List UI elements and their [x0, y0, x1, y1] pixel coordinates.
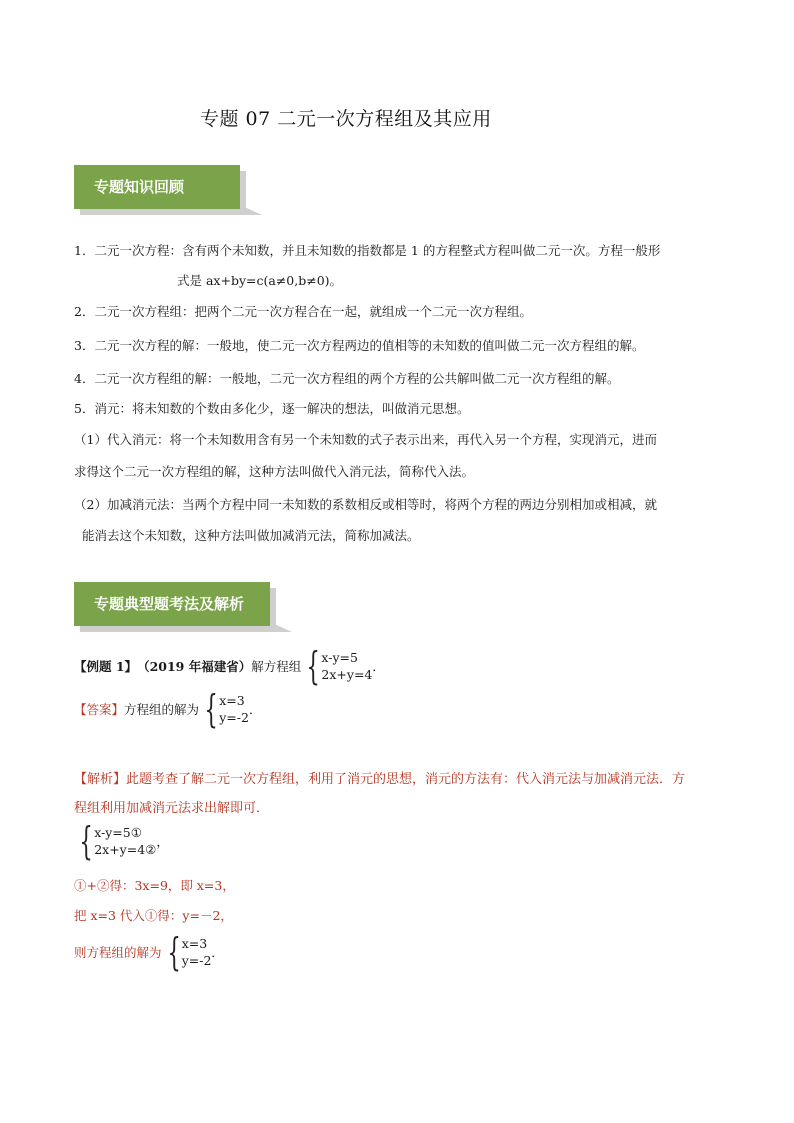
knowledge-item-5: 5．消元：将未知数的个数由多化少，逐一解决的想法，叫做消元思想。: [74, 401, 470, 416]
punctuation: ，: [156, 834, 169, 849]
equation: x=3: [181, 936, 208, 951]
knowledge-item-4: 4．二元一次方程组的解：一般地，二元一次方程组的两个方程的公共解叫做二元一次方程组的解。: [74, 371, 620, 386]
final-text: 则方程组的解为: [74, 945, 162, 960]
section-banner-examples: [74, 582, 270, 626]
knowledge-item-3: 3．二元一次方程的解：一般地，使二元一次方程两边的值相等的未知数的值叫做二元一次方程组的解。: [74, 338, 645, 353]
brace-icon: {: [79, 819, 93, 863]
equation: x=3: [219, 693, 245, 708]
knowledge-item-5-1-cont: 求得这个二元一次方程组的解，这种方法叫做代入消元法，简称代入法。: [74, 464, 475, 479]
analysis-line-2: 程组利用加减消元法求出解即可．: [74, 801, 270, 816]
example-label: 【例题 1】: [74, 659, 138, 674]
equation: y=-2: [219, 710, 249, 725]
analysis-step-2: 把 x=3 代入①得：y=－2，: [74, 908, 233, 923]
punctuation: ．: [372, 659, 385, 674]
analysis-system: [74, 819, 169, 863]
banner-label: 专题典型题考法及解析: [94, 595, 245, 613]
equation-system: [199, 687, 249, 731]
answer-label: 【答案】: [74, 702, 125, 717]
analysis-text: 此题考查了解二元一次方程组，利用了消元的思想，消元的方法有：代入消元法与加减消元法．方: [126, 772, 686, 787]
knowledge-item-1-cont: 式是 ax+by=c(a≠0,b≠0)。: [177, 273, 343, 288]
answer: [74, 687, 262, 731]
equation: x-y=5①: [94, 825, 142, 840]
example-source: （2019 年福建省）: [137, 659, 252, 674]
section-banner-knowledge: [74, 165, 240, 209]
equation: y=-2: [181, 953, 212, 968]
example-1: [74, 644, 385, 688]
punctuation: ．: [248, 702, 262, 717]
analysis-final: [74, 930, 224, 974]
banner-label: 专题知识回顾: [94, 178, 185, 196]
knowledge-item-5-1: （1）代入消元：将一个未知数用含有另一个未知数的式子表示出来，再代入另一个方程，实现消元，进而: [74, 432, 657, 447]
equation-system: [301, 644, 373, 688]
knowledge-item-1: 1．二元一次方程：含有两个未知数，并且未知数的指数都是 1 的方程整式方程叫做二元一次。方程一般形: [74, 243, 661, 258]
equation: 2x+y=4: [321, 667, 373, 682]
brace-icon: {: [166, 930, 181, 974]
punctuation: ．: [211, 945, 224, 960]
knowledge-item-5-2-cont: 能消去这个未知数，这种方法叫做加减消元法，简称加减法。: [82, 528, 420, 543]
equation: 2x+y=4②: [94, 842, 157, 857]
knowledge-item-2: 2．二元一次方程组：把两个二元一次方程合在一起，就组成一个二元一次方程组。: [74, 304, 532, 319]
page-title: 专题 07 二元一次方程组及其应用: [200, 108, 492, 130]
brace-icon: {: [306, 644, 320, 688]
analysis-label: 【解析】: [74, 772, 127, 787]
equation-system: [74, 819, 157, 863]
knowledge-item-5-2: （2）加减消元法：当两个方程中同一未知数的系数相反或相等时，将两个方程的两边分别相加或相减，就: [74, 497, 657, 512]
example-prompt: 解方程组: [251, 659, 302, 674]
equation-system: [162, 930, 212, 974]
analysis-step-1: ①+②得：3x=9，即 x=3，: [74, 878, 235, 893]
analysis-line-1: [74, 770, 685, 790]
answer-text: 方程组的解为: [124, 702, 200, 717]
brace-icon: {: [204, 687, 218, 731]
equation: x-y=5: [321, 650, 358, 665]
